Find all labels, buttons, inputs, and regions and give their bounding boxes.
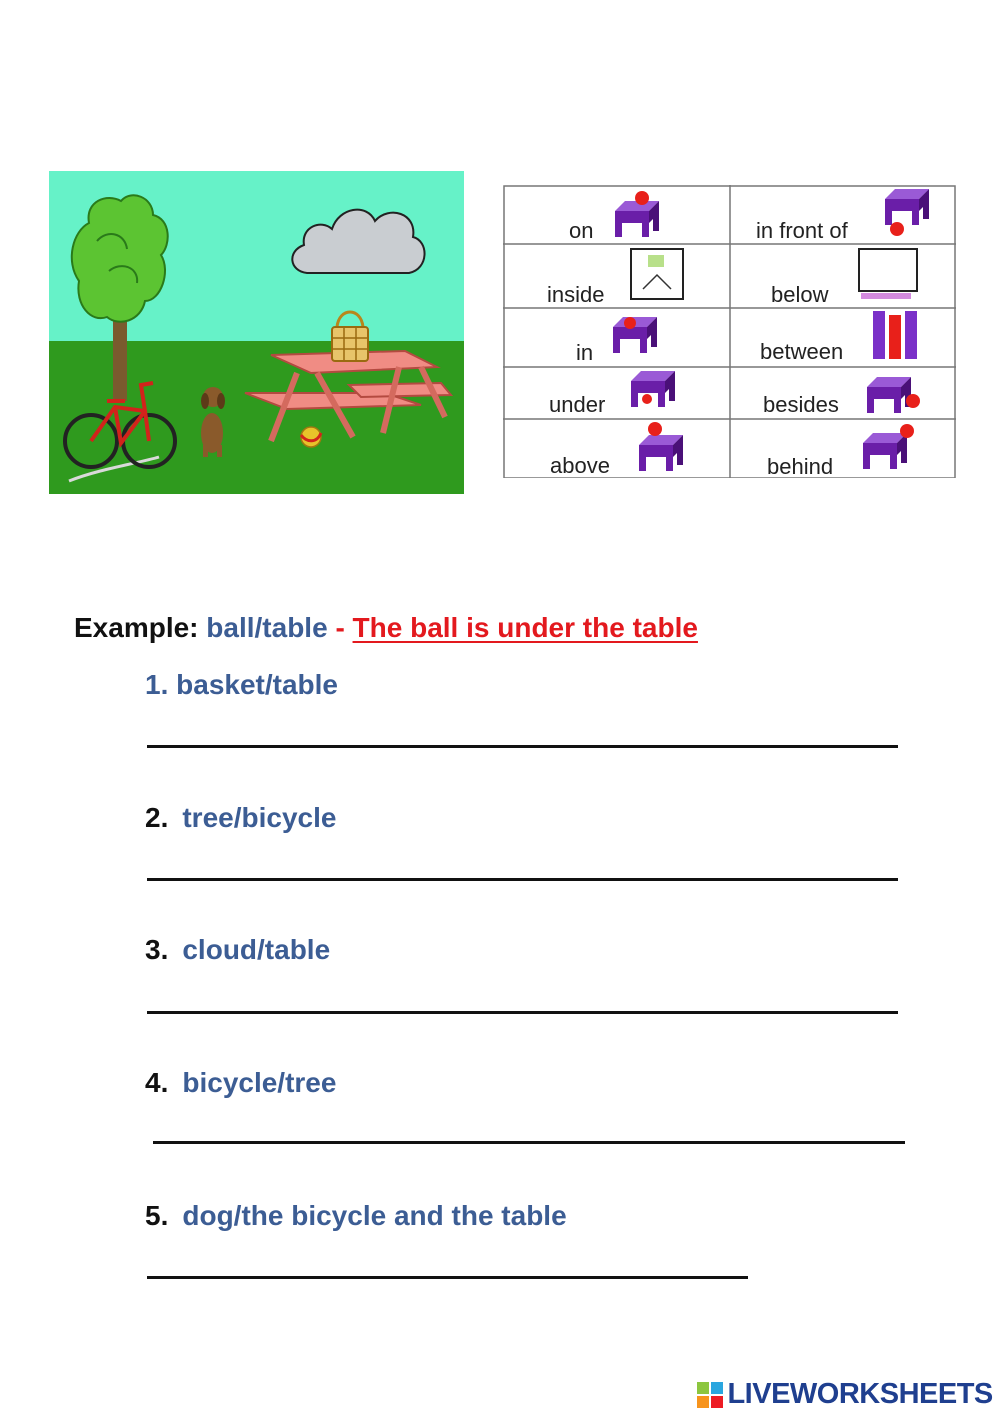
- question-5-words: dog/the bicycle and the table: [182, 1200, 567, 1231]
- question-4: [145, 1067, 336, 1099]
- question-1-number: 1.: [145, 669, 169, 700]
- example-answer: The ball is under the table: [352, 612, 698, 643]
- question-4-words: bicycle/tree: [182, 1067, 337, 1098]
- question-5: [145, 1200, 567, 1232]
- preposition-below-label: below: [771, 282, 829, 307]
- answer-5-field[interactable]: [147, 1276, 748, 1279]
- question-1-words: basket/table: [176, 669, 338, 700]
- preposition-chart: [503, 185, 956, 478]
- question-2: [145, 802, 336, 834]
- preposition-in-label: in: [576, 340, 594, 365]
- liveworksheets-logo: [697, 1378, 993, 1408]
- answer-3-field[interactable]: [147, 1011, 898, 1014]
- example-label: Example:: [74, 612, 199, 643]
- example-dash: -: [335, 612, 345, 643]
- preposition-on-label: on: [569, 218, 594, 243]
- ball-icon: [301, 427, 321, 447]
- preposition-inside-label: inside: [547, 282, 605, 307]
- question-3: [145, 934, 330, 966]
- preposition-between-label: between: [760, 339, 844, 364]
- answer-4-field[interactable]: [153, 1141, 905, 1144]
- answer-1-field[interactable]: [147, 745, 898, 748]
- example-line: [74, 612, 698, 644]
- inside-frame-icon: [631, 249, 683, 299]
- preposition-above-label: above: [550, 453, 610, 478]
- preposition-in-front-of-label: in front of: [756, 218, 848, 243]
- preposition-under-label: under: [549, 392, 606, 417]
- answer-2-field[interactable]: [147, 878, 898, 881]
- question-2-words: tree/bicycle: [182, 802, 337, 833]
- question-2-number: 2.: [145, 802, 169, 833]
- example-words: ball/table: [206, 612, 328, 643]
- liveworksheets-mark-icon: [697, 1382, 723, 1408]
- question-1: [145, 669, 338, 701]
- preposition-besides-label: besides: [763, 392, 839, 417]
- below-frame-icon: [859, 249, 917, 299]
- between-books-icon: [873, 311, 917, 359]
- question-3-words: cloud/table: [182, 934, 331, 965]
- question-3-number: 3.: [145, 934, 169, 965]
- question-4-number: 4.: [145, 1067, 169, 1098]
- park-scene-illustration: [49, 171, 464, 494]
- question-5-number: 5.: [145, 1200, 169, 1231]
- preposition-behind-label: behind: [767, 454, 834, 478]
- liveworksheets-wordmark: LIVEWORKSHEETS: [727, 1378, 993, 1410]
